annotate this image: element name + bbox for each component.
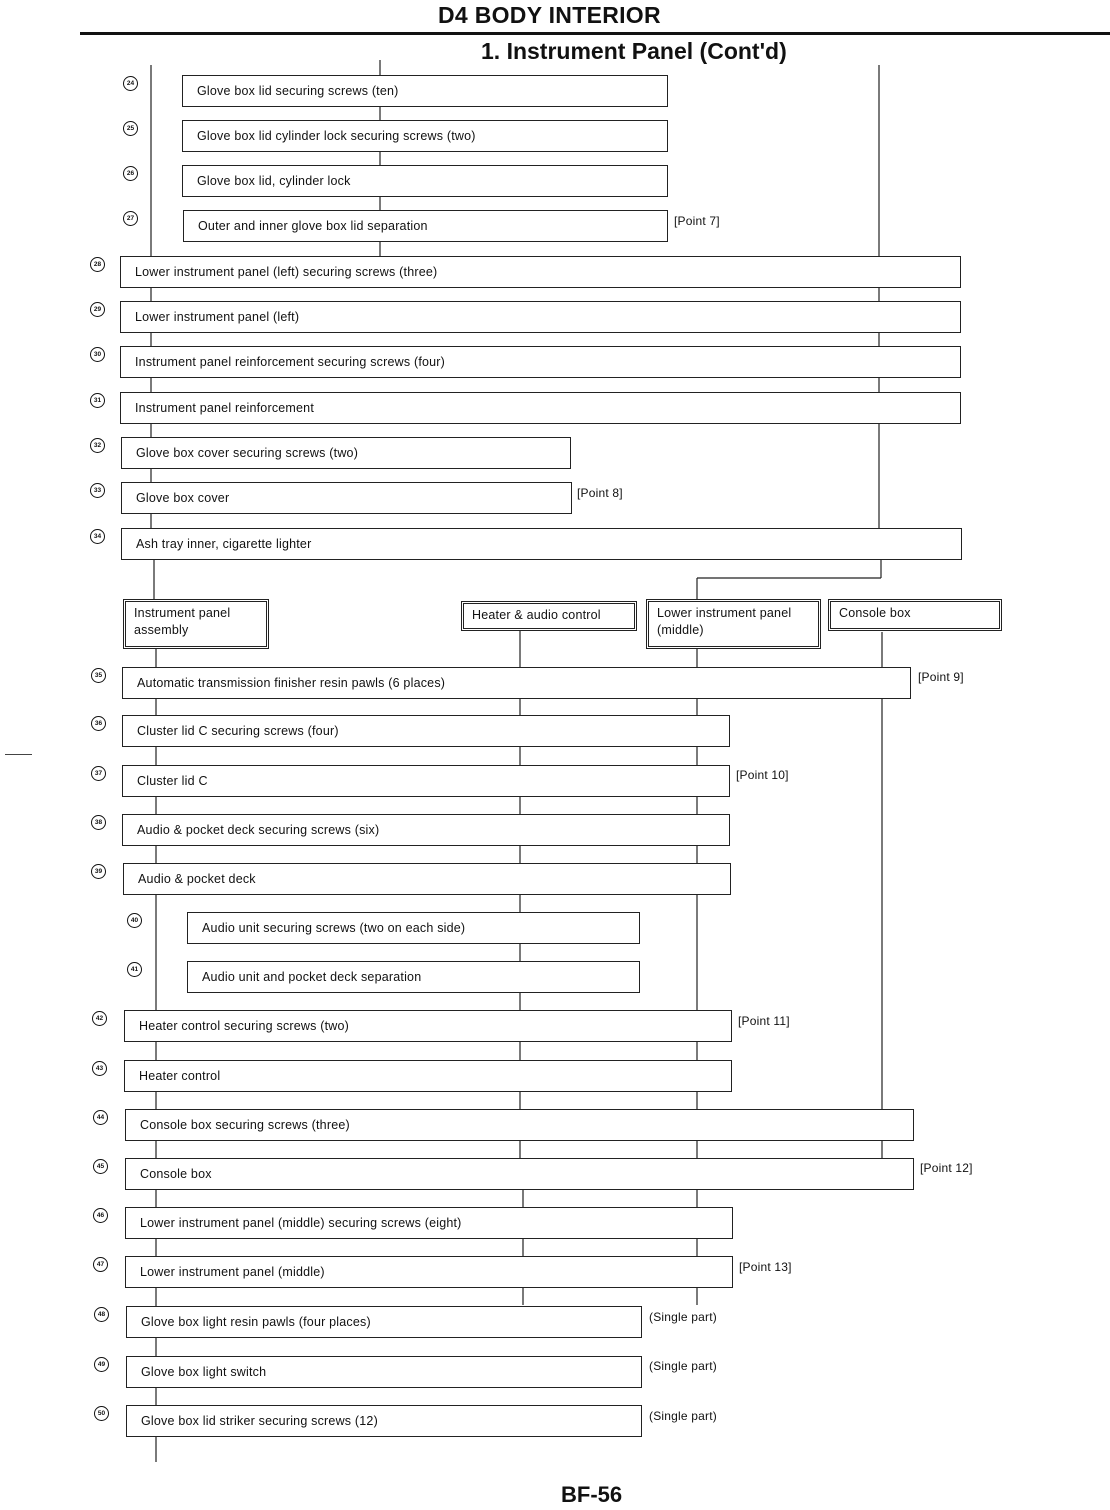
step-label: Heater control bbox=[139, 1069, 221, 1083]
step-label: Heater control securing screws (two) bbox=[139, 1019, 350, 1033]
step-reference-note: [Point 13] bbox=[739, 1260, 792, 1274]
step-label: Glove box lid, cylinder lock bbox=[197, 174, 351, 188]
step-number-badge: 36 bbox=[91, 716, 106, 731]
step-label: Lower instrument panel (left) securing screws (three) bbox=[135, 265, 438, 279]
assembly-box-console-box: Console box bbox=[828, 599, 1002, 631]
step-label: Audio & pocket deck bbox=[138, 872, 256, 886]
step-number-badge: 35 bbox=[91, 668, 106, 683]
step-box-42 bbox=[124, 1010, 732, 1042]
step-box-39 bbox=[123, 863, 731, 895]
step-label: Audio & pocket deck securing screws (six) bbox=[137, 823, 380, 837]
step-number-badge: 45 bbox=[93, 1159, 108, 1174]
step-reference-note: [Point 8] bbox=[577, 486, 623, 500]
step-reference-note: (Single part) bbox=[649, 1359, 717, 1373]
step-box-50 bbox=[126, 1405, 642, 1437]
step-box-41 bbox=[187, 961, 640, 993]
step-number-badge: 34 bbox=[90, 529, 105, 544]
step-label: Cluster lid C bbox=[137, 774, 208, 788]
step-label: Glove box lid striker securing screws (12) bbox=[141, 1414, 378, 1428]
step-number-badge: 43 bbox=[92, 1061, 107, 1076]
step-box-29 bbox=[120, 301, 961, 333]
step-box-30 bbox=[120, 346, 961, 378]
step-box-40 bbox=[187, 912, 640, 944]
step-box-47 bbox=[125, 1256, 733, 1288]
step-number-badge: 30 bbox=[90, 347, 105, 362]
step-box-38 bbox=[122, 814, 730, 846]
step-label: Ash tray inner, cigarette lighter bbox=[136, 537, 312, 551]
step-label: Glove box cover bbox=[136, 491, 230, 505]
step-number-badge: 26 bbox=[123, 166, 138, 181]
step-label: Console box bbox=[140, 1167, 212, 1181]
step-number-badge: 39 bbox=[91, 864, 106, 879]
step-reference-note: [Point 12] bbox=[920, 1161, 973, 1175]
step-box-36 bbox=[122, 715, 730, 747]
step-label: Cluster lid C securing screws (four) bbox=[137, 724, 339, 738]
step-label: Lower instrument panel (middle) bbox=[140, 1265, 325, 1279]
assembly-box-heater-and-audio-control: Heater & audio control bbox=[461, 601, 637, 631]
step-number-badge: 47 bbox=[93, 1257, 108, 1272]
step-reference-note: [Point 10] bbox=[736, 768, 789, 782]
step-box-35 bbox=[122, 667, 911, 699]
step-box-37 bbox=[122, 765, 730, 797]
step-reference-note: [Point 11] bbox=[738, 1014, 790, 1028]
step-label: Console box securing screws (three) bbox=[140, 1118, 350, 1132]
step-box-25 bbox=[182, 120, 668, 152]
step-label: Instrument panel reinforcement bbox=[135, 401, 315, 415]
page-number: BF-56 bbox=[561, 1482, 623, 1507]
step-reference-note: [Point 9] bbox=[918, 670, 964, 684]
step-label: Outer and inner glove box lid separation bbox=[198, 219, 428, 233]
assembly-box-lower-instrument-panel-middle: Lower instrument panel (middle) bbox=[646, 599, 821, 649]
step-box-46 bbox=[125, 1207, 733, 1239]
step-box-27 bbox=[183, 210, 668, 242]
section-title: D4 BODY INTERIOR bbox=[438, 2, 661, 28]
step-number-badge: 31 bbox=[90, 393, 105, 408]
step-label: Instrument panel reinforcement securing screws (four) bbox=[135, 355, 446, 369]
step-label: Lower instrument panel (middle) securing screws (eight) bbox=[140, 1216, 462, 1230]
step-label: Lower instrument panel (left) bbox=[135, 310, 300, 324]
step-number-badge: 27 bbox=[123, 211, 138, 226]
step-number-badge: 38 bbox=[91, 815, 106, 830]
step-box-49 bbox=[126, 1356, 642, 1388]
step-box-33 bbox=[121, 482, 572, 514]
step-box-32 bbox=[121, 437, 571, 469]
step-box-45 bbox=[125, 1158, 914, 1190]
step-box-26 bbox=[182, 165, 668, 197]
step-number-badge: 49 bbox=[94, 1357, 109, 1372]
step-box-28 bbox=[120, 256, 961, 288]
step-box-34 bbox=[121, 528, 962, 560]
step-number-badge: 32 bbox=[90, 438, 105, 453]
step-reference-note: [Point 7] bbox=[674, 214, 720, 228]
step-label: Glove box light switch bbox=[141, 1365, 267, 1379]
step-reference-note: (Single part) bbox=[649, 1310, 717, 1324]
step-number-badge: 50 bbox=[94, 1406, 109, 1421]
step-label: Glove box cover securing screws (two) bbox=[136, 446, 359, 460]
step-number-badge: 48 bbox=[94, 1307, 109, 1322]
step-box-24 bbox=[182, 75, 668, 107]
step-number-badge: 33 bbox=[90, 483, 105, 498]
step-number-badge: 29 bbox=[90, 302, 105, 317]
step-number-badge: 25 bbox=[123, 121, 138, 136]
step-box-43 bbox=[124, 1060, 732, 1092]
step-number-badge: 24 bbox=[123, 76, 138, 91]
step-number-badge: 37 bbox=[91, 766, 106, 781]
step-number-badge: 44 bbox=[93, 1110, 108, 1125]
step-number-badge: 41 bbox=[127, 962, 142, 977]
step-number-badge: 40 bbox=[127, 913, 142, 928]
page-subtitle: 1. Instrument Panel (Cont'd) bbox=[481, 38, 787, 64]
step-box-44 bbox=[125, 1109, 914, 1141]
assembly-box-instrument-panel-assembly: Instrument panel assembly bbox=[123, 599, 269, 649]
step-number-badge: 28 bbox=[90, 257, 105, 272]
step-number-badge: 46 bbox=[93, 1208, 108, 1223]
step-reference-note: (Single part) bbox=[649, 1409, 717, 1423]
step-box-48 bbox=[126, 1306, 642, 1338]
step-label: Glove box light resin pawls (four places) bbox=[141, 1315, 371, 1329]
step-label: Automatic transmission finisher resin pawls (6 places) bbox=[137, 676, 446, 690]
step-label: Glove box lid securing screws (ten) bbox=[197, 84, 399, 98]
step-number-badge: 42 bbox=[92, 1011, 107, 1026]
step-label: Glove box lid cylinder lock securing screws (two) bbox=[197, 129, 476, 143]
step-label: Audio unit securing screws (two on each side) bbox=[202, 921, 466, 935]
step-box-31 bbox=[120, 392, 961, 424]
step-label: Audio unit and pocket deck separation bbox=[202, 970, 422, 984]
